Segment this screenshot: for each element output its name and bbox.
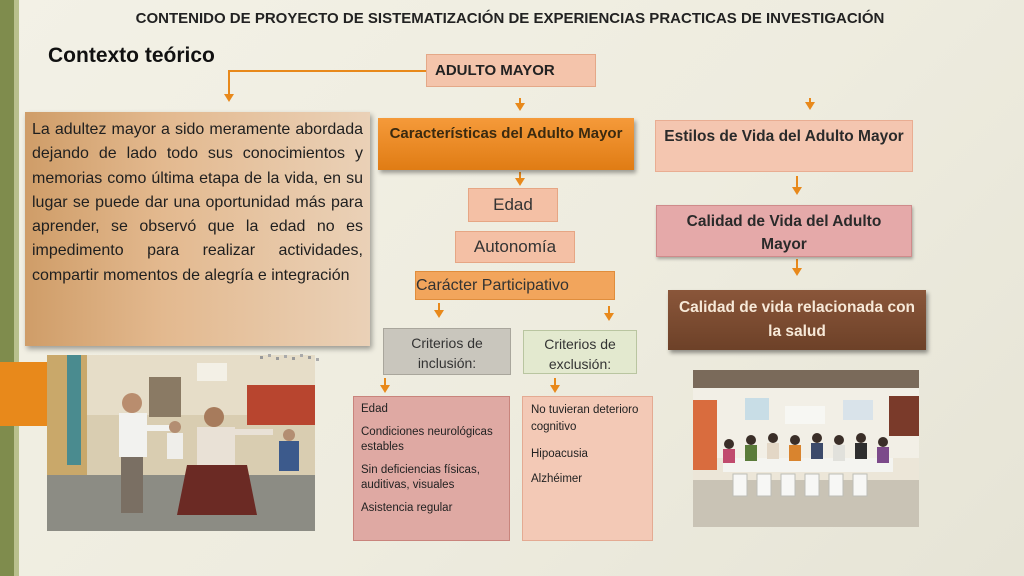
exclusion-item: Alzhéimer bbox=[531, 473, 583, 485]
dance-photo bbox=[47, 355, 315, 531]
arrow-to-characteristics bbox=[515, 103, 525, 111]
arrow-to-lifestyle bbox=[805, 102, 815, 110]
arrow-to-textbox bbox=[224, 94, 234, 102]
arrow-to-exclusion bbox=[604, 313, 614, 321]
exclusion-criteria-node: Criterios de exclusión: bbox=[523, 330, 637, 374]
characteristic-age: Edad bbox=[468, 188, 558, 222]
decorative-dots bbox=[258, 350, 328, 366]
orange-accent-tab bbox=[0, 362, 48, 426]
characteristics-node: Características del Adulto Mayor bbox=[378, 118, 634, 170]
arrow-to-inclusion-list bbox=[380, 385, 390, 393]
slide-header: CONTENIDO DE PROYECTO DE SISTEMATIZACIÓN DE EXPERIENCIAS PRACTICAS DE INVESTIGACIÓN bbox=[135, 10, 885, 27]
inclusion-list bbox=[353, 396, 510, 541]
inclusion-item: Sin deficiencias físicas, auditivas, visuales bbox=[361, 464, 480, 491]
inclusion-item: Condiciones neurológicas estables bbox=[361, 426, 493, 453]
arrow-to-edad bbox=[515, 178, 525, 186]
arrow-to-inclusion bbox=[434, 310, 444, 318]
group-photo bbox=[693, 370, 919, 527]
arrow-to-health bbox=[792, 268, 802, 276]
characteristic-participative: Carácter Participativo bbox=[415, 271, 615, 300]
inclusion-criteria-node: Criterios de inclusión: bbox=[383, 328, 511, 375]
exclusion-item: No tuvieran deterioro cognitivo bbox=[531, 404, 639, 433]
exclusion-item: Hipoacusia bbox=[531, 448, 588, 460]
characteristic-autonomy: Autonomía bbox=[455, 231, 575, 263]
left-side-stripe bbox=[14, 0, 19, 576]
health-quality-node: Calidad de vida relacionada con la salud bbox=[668, 290, 926, 350]
arrow-to-exclusion-list bbox=[550, 385, 560, 393]
lifestyle-node: Estilos de Vida del Adulto Mayor bbox=[655, 120, 913, 172]
section-title: Contexto teórico bbox=[48, 44, 215, 67]
left-side-bar bbox=[0, 0, 14, 576]
connector-root-left-down bbox=[228, 70, 230, 94]
inclusion-item: Asistencia regular bbox=[361, 502, 453, 514]
intro-text-box: La adultez mayor a sido meramente abordada dejando de lado todo sus conocimientos y memorias como última etapa de la vida, en su lugar se puede dar una oportunidad más para aprender, se observó que la edad no es impedimento para realizar actividades, compartir momentos de alegría e integración bbox=[25, 112, 370, 346]
quality-of-life-node: Calidad de Vida del Adulto Mayor bbox=[656, 205, 912, 257]
root-node: ADULTO MAYOR bbox=[426, 54, 596, 87]
exclusion-list bbox=[522, 396, 653, 541]
inclusion-item: Edad bbox=[361, 403, 388, 415]
arrow-to-quality bbox=[792, 187, 802, 195]
connector-root-left bbox=[228, 70, 426, 72]
